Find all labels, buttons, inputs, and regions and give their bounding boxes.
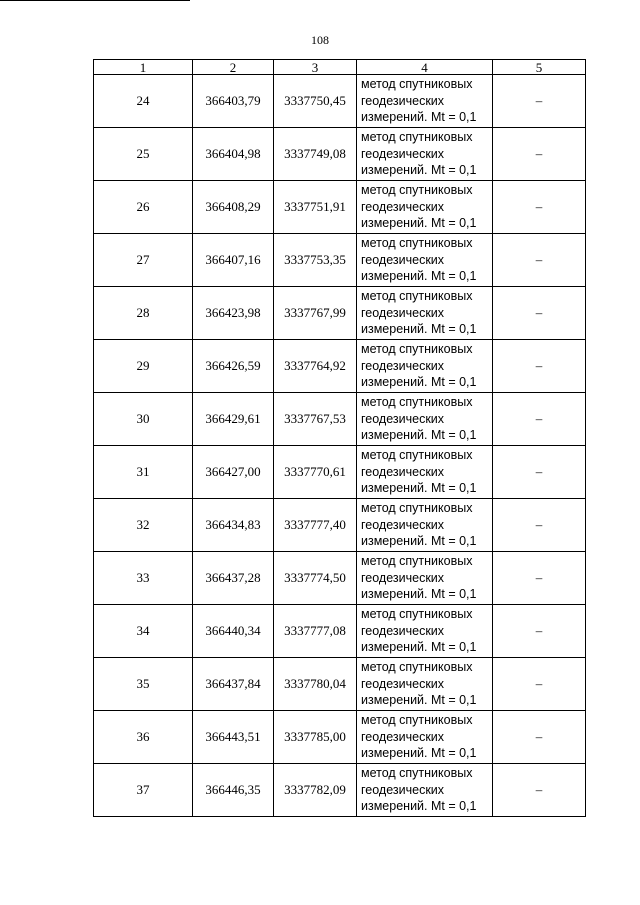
- note-cell: –: [493, 711, 586, 764]
- table-row: [94, 393, 586, 446]
- y-coordinate-cell: 3337777,40: [274, 499, 357, 552]
- method-cell: [357, 605, 493, 658]
- note-cell: –: [493, 287, 586, 340]
- method-line: метод спутниковых: [361, 501, 473, 516]
- note-cell: –: [493, 393, 586, 446]
- y-coordinate-cell: 3337785,00: [274, 711, 357, 764]
- method-line: измерений. Mt = 0,1: [361, 693, 477, 708]
- method-line: геодезических: [361, 623, 445, 638]
- note-cell: –: [493, 552, 586, 605]
- method-line: измерений. Mt = 0,1: [361, 587, 477, 602]
- y-coordinate-cell: 3337777,08: [274, 605, 357, 658]
- method-line: измерений. Mt = 0,1: [361, 110, 477, 125]
- method-line: метод спутниковых: [361, 236, 473, 251]
- y-coordinate-cell: 3337767,99: [274, 287, 357, 340]
- method-line: геодезических: [361, 676, 445, 691]
- method-line: измерений. Mt = 0,1: [361, 799, 477, 814]
- table-row: [94, 499, 586, 552]
- method-line: геодезических: [361, 199, 445, 214]
- table-row: [94, 340, 586, 393]
- table-row: [94, 711, 586, 764]
- note-cell: –: [493, 764, 586, 817]
- method-line: геодезических: [361, 729, 445, 744]
- point-number-cell: 36: [94, 711, 193, 764]
- y-coordinate-cell: 3337780,04: [274, 658, 357, 711]
- table-row: [94, 128, 586, 181]
- column-header-1: 1: [94, 60, 193, 75]
- table-row: [94, 75, 586, 128]
- note-cell: –: [493, 234, 586, 287]
- method-line: геодезических: [361, 358, 445, 373]
- x-coordinate-cell: 366407,16: [193, 234, 274, 287]
- x-coordinate-cell: 366427,00: [193, 446, 274, 499]
- x-coordinate-cell: 366426,59: [193, 340, 274, 393]
- point-number-cell: 29: [94, 340, 193, 393]
- y-coordinate-cell: 3337767,53: [274, 393, 357, 446]
- method-line: метод спутниковых: [361, 342, 473, 357]
- method-cell: [357, 764, 493, 817]
- x-coordinate-cell: 366429,61: [193, 393, 274, 446]
- point-number-cell: 33: [94, 552, 193, 605]
- x-coordinate-cell: 366434,83: [193, 499, 274, 552]
- method-line: метод спутниковых: [361, 183, 473, 198]
- table-row: [94, 658, 586, 711]
- point-number-cell: 32: [94, 499, 193, 552]
- point-number-cell: 35: [94, 658, 193, 711]
- y-coordinate-cell: 3337774,50: [274, 552, 357, 605]
- y-coordinate-cell: 3337782,09: [274, 764, 357, 817]
- method-line: геодезических: [361, 305, 445, 320]
- y-coordinate-cell: 3337749,08: [274, 128, 357, 181]
- method-cell: [357, 340, 493, 393]
- table-body: [94, 75, 586, 817]
- y-coordinate-cell: 3337751,91: [274, 181, 357, 234]
- method-line: метод спутниковых: [361, 554, 473, 569]
- point-number-cell: 27: [94, 234, 193, 287]
- method-line: метод спутниковых: [361, 289, 473, 304]
- method-cell: [357, 128, 493, 181]
- method-line: геодезических: [361, 464, 445, 479]
- note-cell: –: [493, 446, 586, 499]
- method-line: геодезических: [361, 93, 445, 108]
- method-line: метод спутниковых: [361, 448, 473, 463]
- y-coordinate-cell: 3337764,92: [274, 340, 357, 393]
- x-coordinate-cell: 366408,29: [193, 181, 274, 234]
- x-coordinate-cell: 366440,34: [193, 605, 274, 658]
- method-cell: [357, 552, 493, 605]
- method-line: геодезических: [361, 411, 445, 426]
- note-cell: –: [493, 181, 586, 234]
- x-coordinate-cell: 366404,98: [193, 128, 274, 181]
- method-cell: [357, 75, 493, 128]
- method-line: измерений. Mt = 0,1: [361, 269, 477, 284]
- point-number-cell: 28: [94, 287, 193, 340]
- note-cell: –: [493, 605, 586, 658]
- x-coordinate-cell: 366437,84: [193, 658, 274, 711]
- method-line: метод спутниковых: [361, 766, 473, 781]
- method-cell: [357, 446, 493, 499]
- coordinates-table: [93, 59, 586, 817]
- x-coordinate-cell: 366446,35: [193, 764, 274, 817]
- table-row: [94, 446, 586, 499]
- method-line: измерений. Mt = 0,1: [361, 375, 477, 390]
- note-cell: –: [493, 128, 586, 181]
- x-coordinate-cell: 366443,51: [193, 711, 274, 764]
- method-line: измерений. Mt = 0,1: [361, 534, 477, 549]
- note-cell: –: [493, 75, 586, 128]
- table-row: [94, 764, 586, 817]
- method-line: измерений. Mt = 0,1: [361, 428, 477, 443]
- method-line: измерений. Mt = 0,1: [361, 640, 477, 655]
- method-cell: [357, 234, 493, 287]
- table-row: [94, 234, 586, 287]
- method-line: метод спутниковых: [361, 130, 473, 145]
- method-line: геодезических: [361, 517, 445, 532]
- note-cell: –: [493, 340, 586, 393]
- method-line: геодезических: [361, 252, 445, 267]
- method-line: метод спутниковых: [361, 607, 473, 622]
- column-header-2: 2: [193, 60, 274, 75]
- method-line: измерений. Mt = 0,1: [361, 481, 477, 496]
- method-line: метод спутниковых: [361, 713, 473, 728]
- point-number-cell: 31: [94, 446, 193, 499]
- y-coordinate-cell: 3337770,61: [274, 446, 357, 499]
- point-number-cell: 26: [94, 181, 193, 234]
- method-line: метод спутниковых: [361, 77, 473, 92]
- table-row: [94, 605, 586, 658]
- y-coordinate-cell: 3337750,45: [274, 75, 357, 128]
- point-number-cell: 24: [94, 75, 193, 128]
- table-header-row: [94, 60, 586, 75]
- x-coordinate-cell: 366437,28: [193, 552, 274, 605]
- point-number-cell: 30: [94, 393, 193, 446]
- point-number-cell: 34: [94, 605, 193, 658]
- note-cell: –: [493, 499, 586, 552]
- point-number-cell: 37: [94, 764, 193, 817]
- top-rule: [0, 0, 190, 1]
- x-coordinate-cell: 366423,98: [193, 287, 274, 340]
- method-line: метод спутниковых: [361, 660, 473, 675]
- method-line: метод спутниковых: [361, 395, 473, 410]
- method-cell: [357, 499, 493, 552]
- method-cell: [357, 711, 493, 764]
- column-header-4: 4: [357, 60, 493, 75]
- table-row: [94, 287, 586, 340]
- table-row: [94, 181, 586, 234]
- method-line: геодезических: [361, 782, 445, 797]
- method-line: измерений. Mt = 0,1: [361, 746, 477, 761]
- column-header-3: 3: [274, 60, 357, 75]
- column-header-5: 5: [493, 60, 586, 75]
- method-line: измерений. Mt = 0,1: [361, 322, 477, 337]
- method-line: измерений. Mt = 0,1: [361, 163, 477, 178]
- point-number-cell: 25: [94, 128, 193, 181]
- table-row: [94, 552, 586, 605]
- page-number: 108: [311, 33, 329, 47]
- note-cell: –: [493, 658, 586, 711]
- method-cell: [357, 393, 493, 446]
- method-line: геодезических: [361, 146, 445, 161]
- method-cell: [357, 181, 493, 234]
- method-line: измерений. Mt = 0,1: [361, 216, 477, 231]
- method-line: геодезических: [361, 570, 445, 585]
- method-cell: [357, 658, 493, 711]
- method-cell: [357, 287, 493, 340]
- x-coordinate-cell: 366403,79: [193, 75, 274, 128]
- y-coordinate-cell: 3337753,35: [274, 234, 357, 287]
